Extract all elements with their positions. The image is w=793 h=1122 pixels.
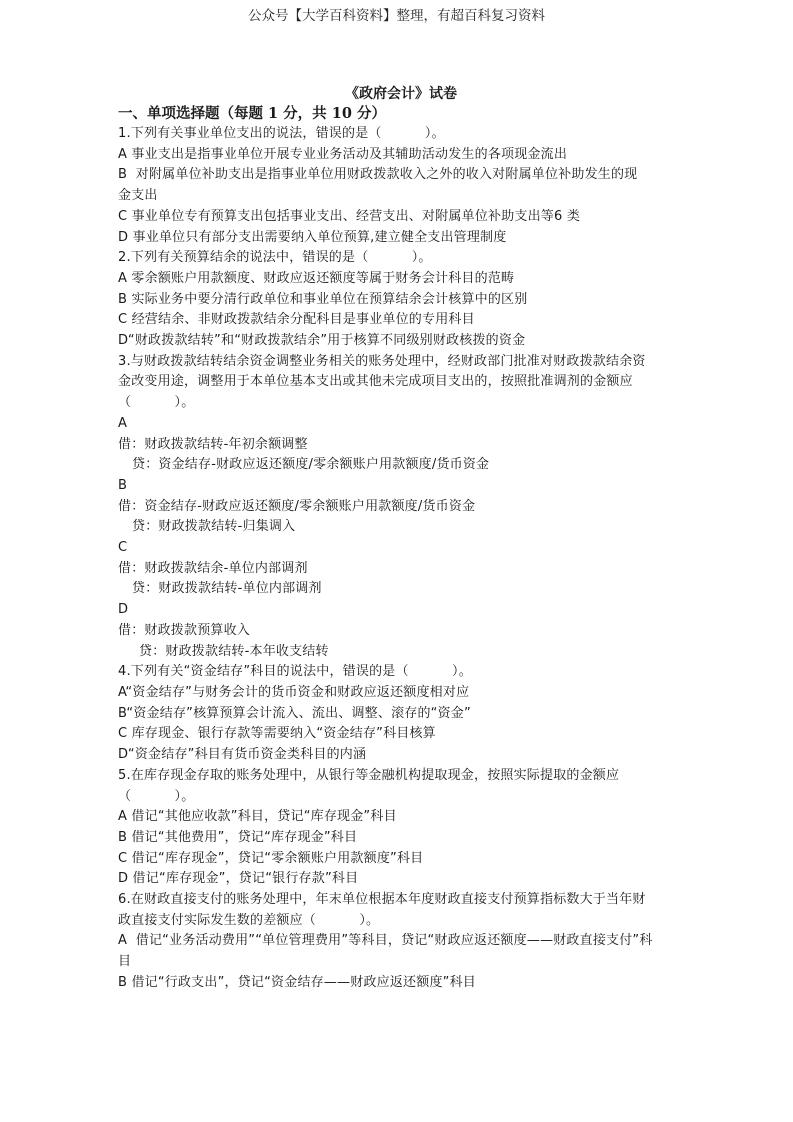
option-c: C 经营结余、非财政拨款结余分配科目是事业单位的专用科目 xyxy=(118,312,475,328)
option-a: A 借记“业务活动费用”“单位管理费用”等科目，贷记“财政应返还额度——财政直接支付”科 xyxy=(118,933,653,949)
option-c: C 库存现金、银行存款等需要纳入“资金结存”科目核算 xyxy=(118,726,436,742)
option-c-label: C xyxy=(118,540,128,556)
option-b: B“资金结存”核算预算会计流入、流出、调整、滚存的“资金” xyxy=(118,705,471,721)
section-title: 一、单项选择题（每题 1 分，共 10 分） xyxy=(118,105,386,122)
option-d-credit: 贷：财政拨款结转-本年收支结转 xyxy=(139,643,329,659)
option-c-debit: 借：财政拨款结余-单位内部调剂 xyxy=(118,560,308,576)
question-6 xyxy=(118,890,678,994)
page-title: 《政府会计》试卷 xyxy=(345,86,457,102)
option-a: A 零余额账户用款额度、财政应返还额度等属于财务会计科目的范畴 xyxy=(118,270,515,286)
question-stem-cont: （ ）。 xyxy=(118,788,195,804)
question-stem: 6.在财政直接支付的账务处理中，年末单位根据本年度财政直接支付预算指标数大于当年财 xyxy=(118,892,646,908)
option-b-credit: 贷：财政拨款结转-归集调入 xyxy=(132,519,296,535)
option-b-debit: 借：资金结存-财政应返还额度/零余额账户用款额度/货币资金 xyxy=(118,498,476,514)
option-b: B 对附属单位补助支出是指事业单位用财政拨款收入之外的收入对附属单位补助发生的现 xyxy=(118,167,638,183)
option-b-label: B xyxy=(118,477,128,493)
question-4 xyxy=(118,662,678,766)
question-stem-cont: 政直接支付实际发生数的差额应（ ）。 xyxy=(118,912,380,928)
question-stem: 2.下列有关预算结余的说法中，错误的是（ ）。 xyxy=(118,250,432,266)
question-stem: 1.下列有关事业单位支出的说法，错误的是（ ）。 xyxy=(118,126,445,141)
option-a-credit: 贷：资金结存-财政应返还额度/零余额账户用款额度/货币资金 xyxy=(132,457,490,473)
option-a: A“资金结存”与财务会计的货币资金和财政应返还额度相对应 xyxy=(118,684,470,700)
option-d: D“财政拨款结转”和“财政拨款结余”用于核算不同级别财政核拨的资金 xyxy=(118,333,526,349)
question-2 xyxy=(118,248,678,352)
option-a: A 事业支出是指事业单位开展专业业务活动及其辅助活动发生的各项现金流出 xyxy=(118,146,568,162)
option-b: B 借记“行政支出”，贷记“资金结存——财政应返还额度”科目 xyxy=(118,974,476,990)
option-a: A 借记“其他应收款”科目，贷记“库存现金”科目 xyxy=(118,809,397,825)
exam-content xyxy=(118,84,678,994)
question-5 xyxy=(118,766,678,890)
question-3 xyxy=(118,352,678,663)
option-d: D 借记“库存现金”，贷记“银行存款”科目 xyxy=(118,871,359,887)
question-stem-cont: （ ）。 xyxy=(118,395,195,411)
question-1 xyxy=(118,124,678,248)
option-d-debit: 借：财政拨款预算收入 xyxy=(118,622,251,638)
option-c: C 事业单位专有预算支出包括事业支出、经营支出、对附属单位补助支出等6 类 xyxy=(118,208,581,224)
option-d: D 事业单位只有部分支出需要纳入单位预算,建立健全支出管理制度 xyxy=(118,229,507,245)
option-c-credit: 贷：财政拨款结转-单位内部调剂 xyxy=(132,581,322,597)
option-b: B 实际业务中要分清行政单位和事业单位在预算结余会计核算中的区别 xyxy=(118,291,528,307)
option-b-cont: 金支出 xyxy=(118,188,158,204)
option-a-cont: 目 xyxy=(118,954,132,970)
option-a-debit: 借：财政拨款结转-年初余额调整 xyxy=(118,436,308,452)
option-d-label: D xyxy=(118,602,129,618)
option-b: B 借记“其他费用”，贷记“库存现金”科目 xyxy=(118,829,358,845)
question-stem-cont: 金改变用途，调整用于本单位基本支出或其他未完成项目支出的，按照批准调剂的金额应 xyxy=(118,374,633,390)
question-stem: 4.下列有关“资金结存”科目的说法中，错误的是（ ）。 xyxy=(118,664,472,680)
option-d: D“资金结存”科目有货币资金类科目的内涵 xyxy=(118,747,367,763)
option-c: C 借记“库存现金”，贷记“零余额账户用款额度”科目 xyxy=(118,850,424,866)
question-stem: 5.在库存现金存取的账务处理中，从银行等金融机构提取现金，按照实际提取的金额应 xyxy=(118,767,620,783)
option-a-label: A xyxy=(118,415,128,431)
header-note: 公众号【大学百科资料】整理，有超百科复习资料 xyxy=(248,8,545,24)
question-stem: 3.与财政拨款结转结余资金调整业务相关的账务处理中，经财政部门批准对财政拨款结余资 xyxy=(118,353,646,369)
